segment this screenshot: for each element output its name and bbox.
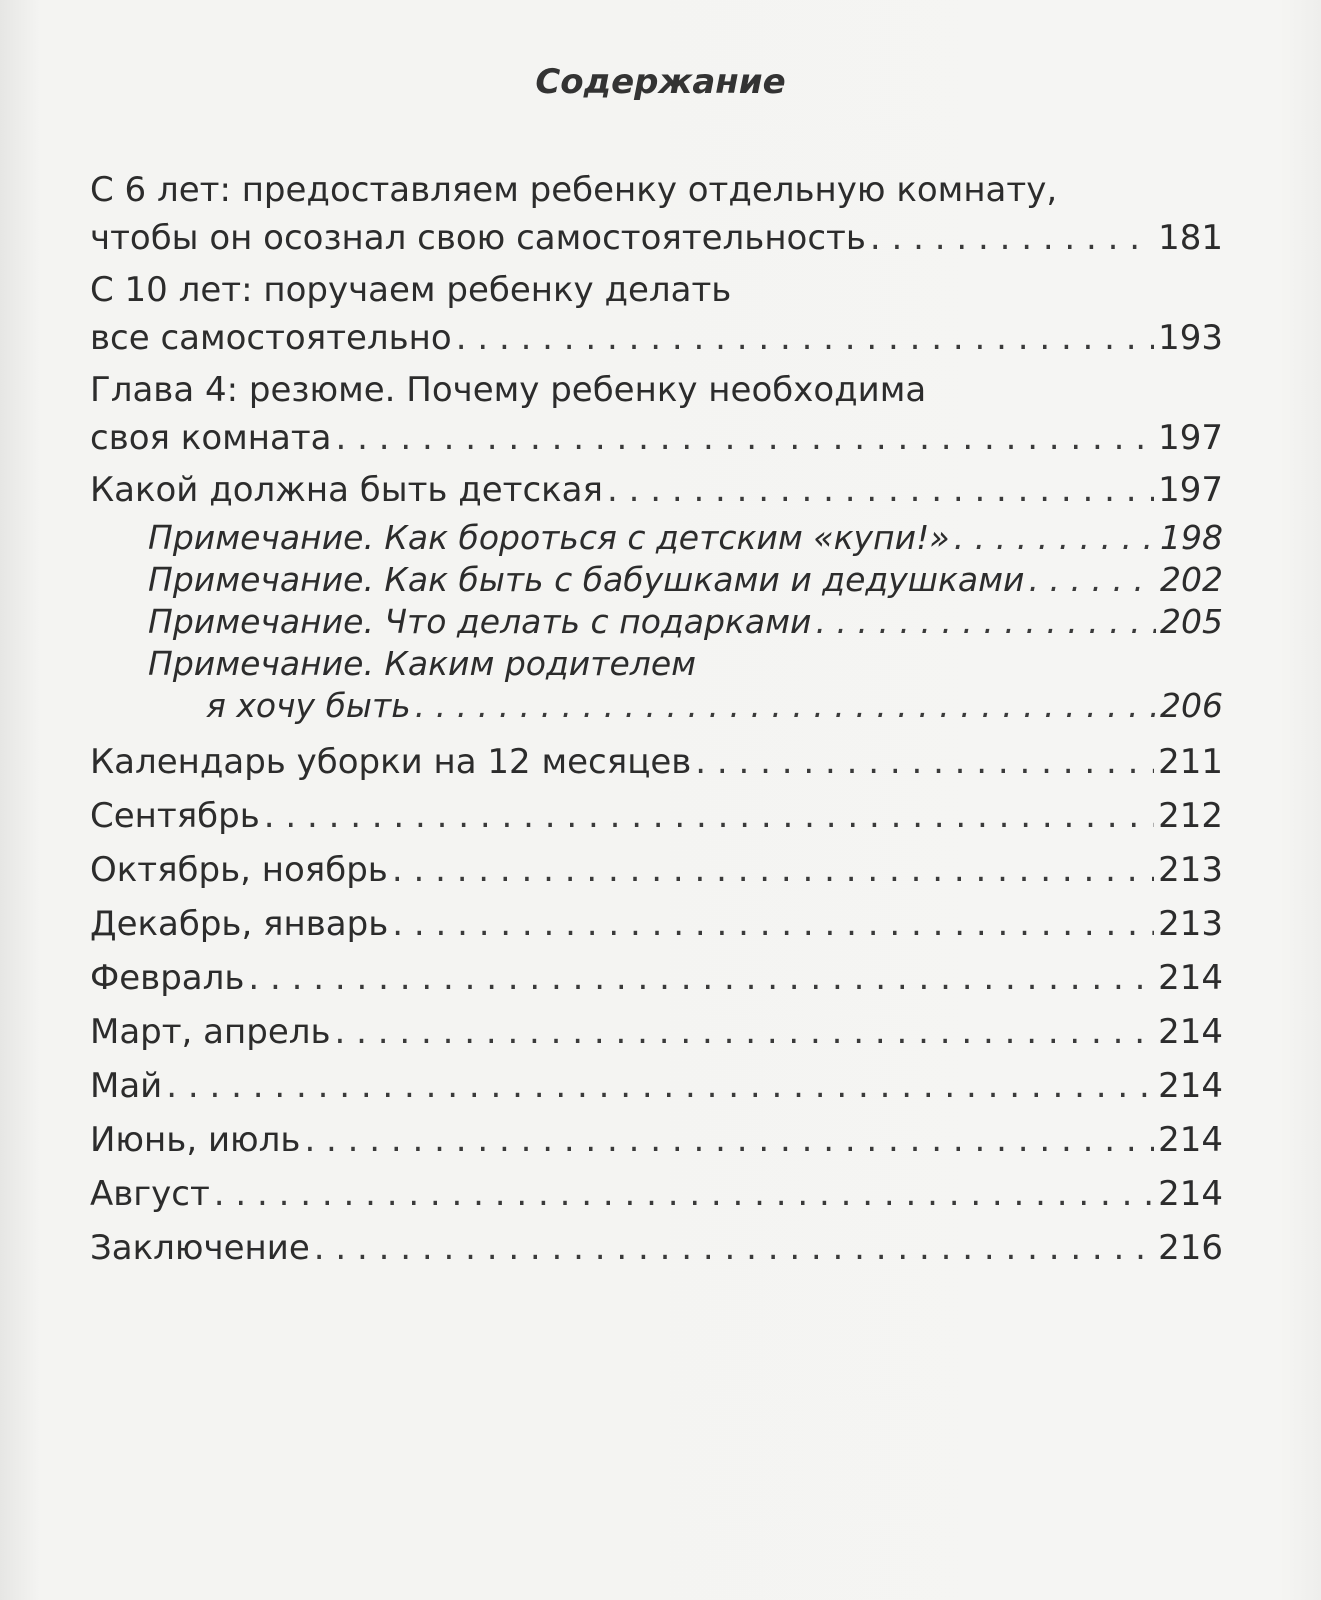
toc-page-number: 214 [1158,958,1223,998]
dot-leader [954,514,1156,562]
dot-leader [392,846,1154,894]
toc-entry-title: Декабрь, январь [90,904,389,944]
dot-leader [304,1116,1154,1164]
toc-page-number: 214 [1158,1066,1223,1106]
toc-entry-title: Июнь, июль [90,1120,301,1160]
dot-leader [314,1224,1154,1272]
dot-leader [870,214,1154,262]
toc-entry-title: Заключение [90,1228,310,1268]
toc-entry-title: Февраль [90,958,245,998]
dot-leader [214,1170,1154,1218]
toc-page-number: 181 [1158,218,1223,258]
toc-entry[interactable] [90,166,1223,262]
toc-entry-title-line1: Глава 4: резюме. Почему ребенку необходима [90,370,927,410]
toc-entry[interactable] [90,900,1223,954]
toc-page-number: 214 [1158,1012,1223,1052]
table-of-contents [90,166,1223,1278]
toc-entry[interactable] [90,1062,1223,1116]
toc-page-number: 198 [1160,518,1223,557]
dot-leader [1028,556,1156,604]
toc-page-number: 197 [1158,418,1223,458]
toc-entry[interactable] [90,846,1223,900]
toc-note-title-line1: Примечание. Каким родителем [148,644,697,683]
toc-page-number: 214 [1158,1174,1223,1214]
toc-page-number: 202 [1160,560,1223,599]
toc-note-entry[interactable] [148,640,1223,730]
toc-entry[interactable] [90,1170,1223,1224]
toc-entry-title: Октябрь, ноябрь [90,850,388,890]
toc-entry[interactable] [90,738,1223,792]
toc-entry-title-line1: С 10 лет: поручаем ребенку делать [90,270,732,310]
toc-page-number: 206 [1160,686,1223,725]
toc-page-number: 193 [1158,318,1223,358]
toc-entry[interactable] [90,1116,1223,1170]
toc-entry[interactable] [90,466,1223,514]
toc-page-number: 213 [1158,904,1223,944]
toc-entry[interactable] [90,266,1223,362]
toc-note-entry[interactable] [148,514,1223,556]
toc-entry-title-line2: чтобы он осознал свою самостоятельность [90,218,866,258]
toc-page-number: 211 [1158,742,1223,782]
toc-note-entry[interactable] [148,556,1223,598]
toc-note-entry[interactable] [148,598,1223,640]
toc-entry[interactable] [90,954,1223,1008]
dot-leader [264,792,1154,840]
dot-leader [456,314,1154,362]
dot-leader [336,414,1155,462]
dot-leader [166,1062,1154,1110]
toc-entry-title: Сентябрь [90,796,260,836]
dot-leader [415,682,1156,730]
toc-page-number: 205 [1160,602,1223,641]
dot-leader [248,954,1154,1002]
toc-entry-title: Календарь уборки на 12 месяцев [90,742,692,782]
toc-note-title-line2: я хочу быть [206,686,411,725]
toc-note-title: Примечание. Как быть с бабушками и дедушками [148,560,1025,599]
dot-leader [392,900,1154,948]
toc-page-number: 197 [1158,470,1223,510]
toc-entry-title-line2: все самостоятельно [90,318,452,358]
toc-entry[interactable] [90,1224,1223,1278]
toc-entry[interactable] [90,792,1223,846]
page-title: Содержание [535,62,786,102]
toc-page-number: 212 [1158,796,1223,836]
dot-leader [815,598,1156,646]
toc-page-number: 214 [1158,1120,1223,1160]
toc-entry-title: Август [90,1174,210,1214]
toc-entry-title: Май [90,1066,163,1106]
dot-leader [607,466,1154,514]
toc-entry-title: Какой должна быть детская [90,470,603,510]
dot-leader [695,738,1154,786]
toc-page-number: 213 [1158,850,1223,890]
toc-entry-title-line1: С 6 лет: предоставляем ребенку отдельную комнату, [90,170,1058,210]
toc-entry[interactable] [90,366,1223,462]
toc-entry[interactable] [90,1008,1223,1062]
toc-note-title: Примечание. Что делать с подарками [148,602,812,641]
toc-entry-title: Март, апрель [90,1012,331,1052]
toc-note-title: Примечание. Как бороться с детским «купи!» [148,518,950,557]
toc-page-number: 216 [1158,1228,1223,1268]
dot-leader [335,1008,1155,1056]
toc-entry-title-line2: своя комната [90,418,332,458]
